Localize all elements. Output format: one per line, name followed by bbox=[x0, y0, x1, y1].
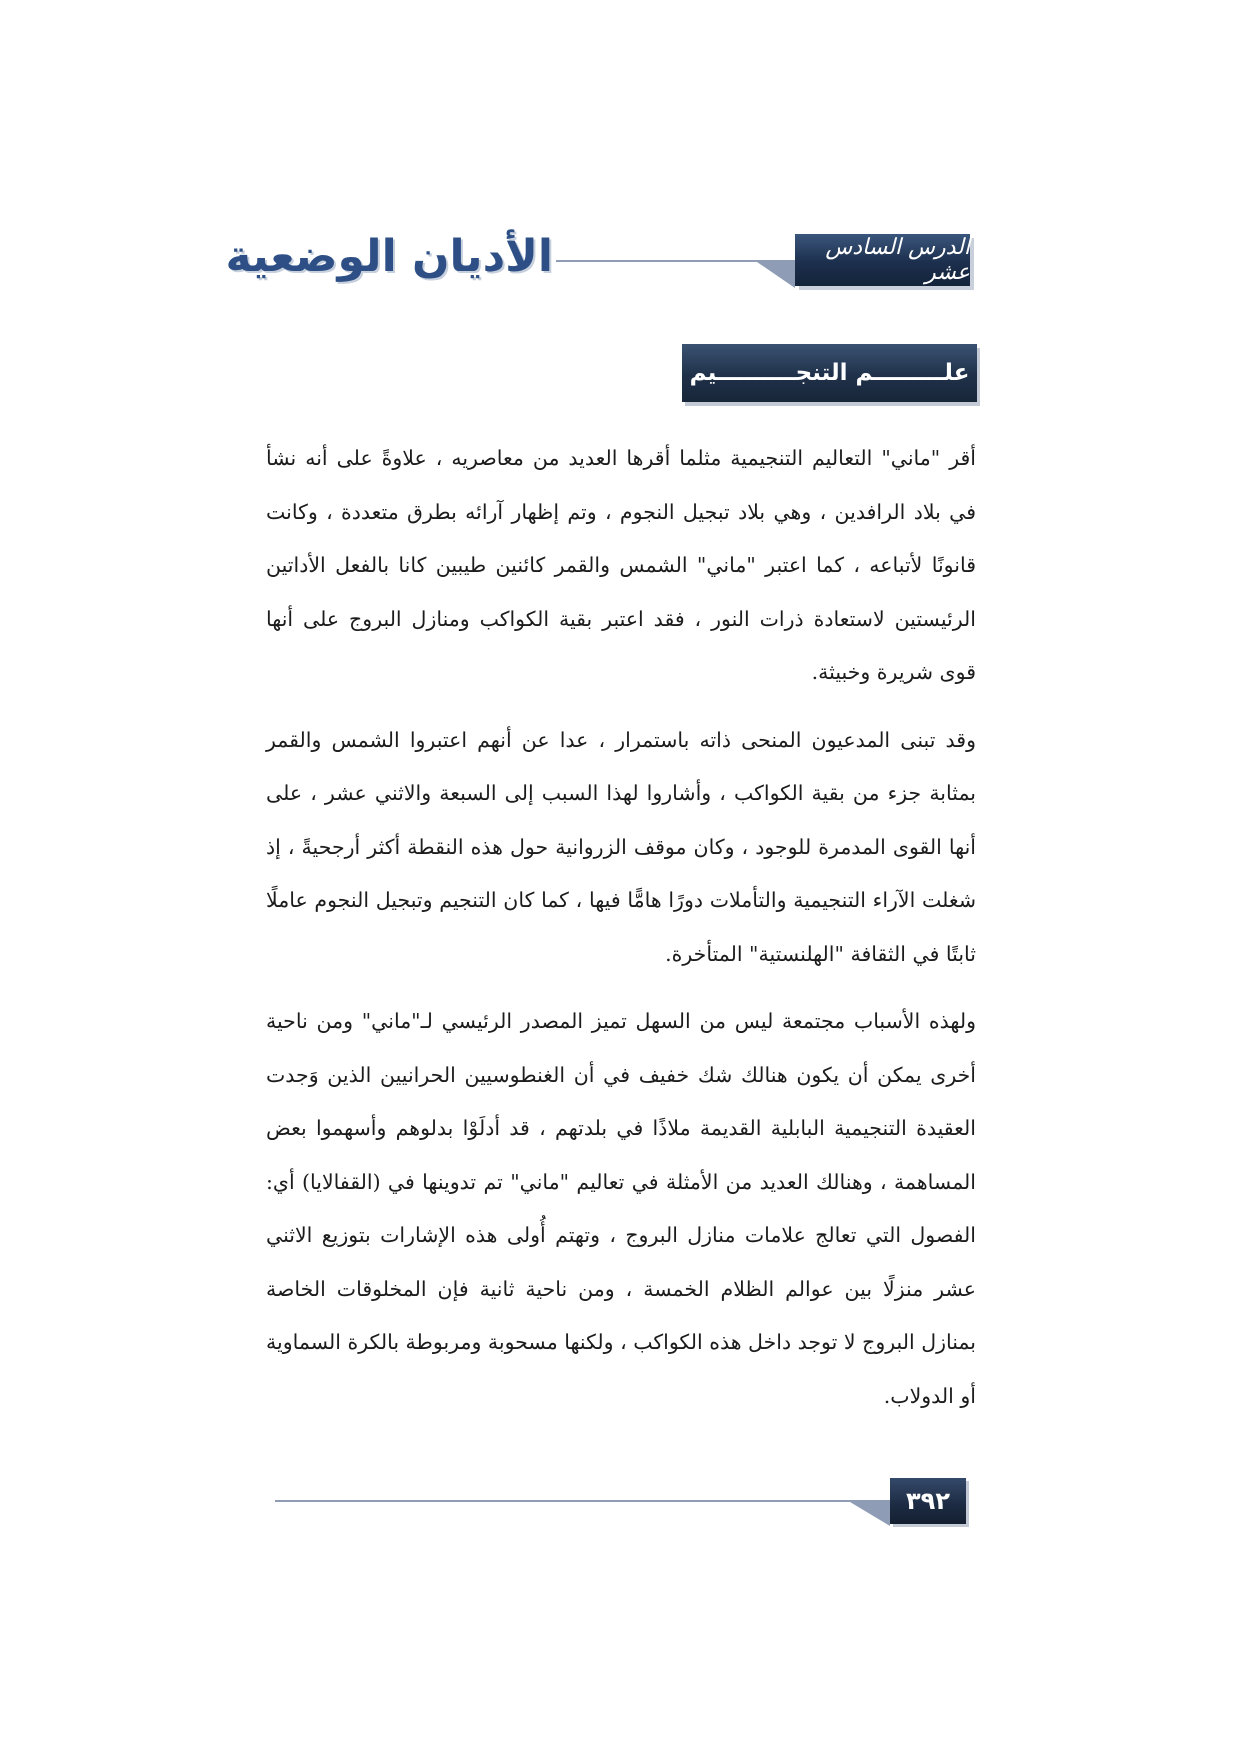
page-number-box bbox=[890, 1478, 966, 1524]
paragraph-1: أقر "ماني" التعاليم التنجيمية مثلما أقرها العديد من معاصريه ، علاوةً على أنه نشأ في بلاد الرافدين ، وهي بلاد تبجيل النجوم ، وتم إظهار آرائه بطرق متعددة ، وكانت قانونًا لأتباعه ، كما اعتبر "ماني" الشمس والقمر كائنين طيبين كانا بالفعل الأداتين الرئيستين لاستعادة ذرات النور ، فقد اعتبر بقية الكواكب ومنازل البروج على أنها قوى شريرة وخبيثة. bbox=[266, 446, 976, 684]
book-title: الأديان الوضعية bbox=[225, 231, 553, 282]
body-text bbox=[266, 432, 976, 1437]
page-number: ٣٩٢ bbox=[906, 1487, 950, 1515]
section-heading: علـــــــــم التنجــــــــــيم bbox=[689, 360, 970, 386]
paragraph-3: ولهذه الأسباب مجتمعة ليس من السهل تميز المصدر الرئيسي لـ"ماني" ومن ناحية أخرى يمكن أن يكون هنالك شك خفيف في أن الغنطوسيين الحرانيين الذين وَجدت العقيدة التنجيمية البابلية القديمة ملاذًا في بلدتهم ، قد أدلَوْا بدلوهم وأسهموا بعض المساهمة ، وهنالك العديد من الأمثلة في تعاليم "ماني" تم تدوينها في (القفالايا) أي: الفصول التي تعالج علامات منازل البروج ، وتهتم أُولى هذه الإشارات بتوزيع الاثني عشر منزلًا بين عوالم الظلام الخمسة ، ومن ناحية ثانية فإن المخلوقات الخاصة بمنازل البروج لا توجد داخل هذه الكواكب ، ولكنها مسحوبة ومربوطة بالكرة السماوية أو الدولاب. bbox=[266, 1009, 976, 1408]
footer-rule-wedge bbox=[850, 1502, 890, 1526]
lesson-label-box bbox=[795, 234, 970, 286]
footer-rule bbox=[275, 1500, 895, 1502]
section-heading-box bbox=[682, 344, 977, 402]
header-rule-wedge bbox=[757, 262, 795, 288]
lesson-label: الدرس السادس عشر bbox=[825, 235, 970, 285]
paragraph-2: وقد تبنى المدعيون المنحى ذاته باستمرار ، عدا عن أنهم اعتبروا الشمس والقمر بمثابة جزء من بقية الكواكب ، وأشاروا لهذا السبب إلى السبعة والاثني عشر ، على أنها القوى المدمرة للوجود ، وكان موقف الزروانية حول هذه النقطة أكثر أرجحيةً ، إذ شغلت الآراء التنجيمية والتأملات دورًا هامًّا فيها ، كما كان التنجيم وتبجيل النجوم عاملًا ثابتًا في الثقافة "الهلنستية" المتأخرة. bbox=[266, 727, 976, 966]
